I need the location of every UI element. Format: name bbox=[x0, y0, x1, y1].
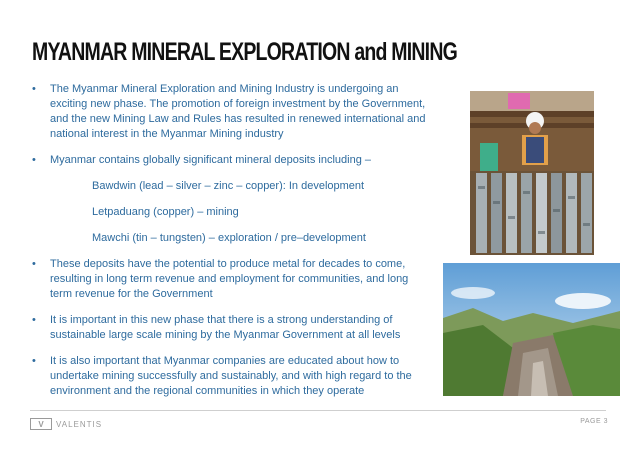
valentis-logo bbox=[30, 418, 102, 430]
logo-mark: V bbox=[30, 418, 52, 430]
bullet-item bbox=[32, 257, 432, 302]
bullet-dot: • bbox=[32, 314, 36, 326]
page-number: PAGE 3 bbox=[580, 418, 608, 425]
mine-valley-photo bbox=[443, 263, 620, 396]
bullet-dot: • bbox=[32, 355, 36, 367]
bullet-item bbox=[32, 313, 432, 343]
bullet-text: It is important in this new phase that there is a strong understanding of sustainable large scale mining by the Myanmar Government at all levels bbox=[50, 314, 401, 341]
bullet-text: The Myanmar Mineral Exploration and Mining Industry is undergoing an exciting new phase. The promotion of foreign investment by the Government, and the new Mining Law and Rules has resulted in renewed international and national interest in the Myanmar Mining industry bbox=[50, 83, 426, 140]
deposit-item-letpaduang: Letpaduang (copper) – mining bbox=[92, 206, 239, 218]
bullet-dot: • bbox=[32, 83, 36, 95]
deposit-item-bawdwin: Bawdwin (lead – silver – zinc – copper): In development bbox=[92, 180, 365, 192]
bullet-dot: • bbox=[32, 154, 36, 166]
bullet-item bbox=[32, 354, 432, 399]
deposit-item-mawchi: Mawchi (tin – tungsten) – exploration / pre–development bbox=[92, 232, 366, 244]
bullet-text: These deposits have the potential to produce metal for decades to come, resulting in long term revenue and employment for communities, and long term revenue for the Government bbox=[50, 258, 409, 300]
bullet-item bbox=[32, 153, 432, 168]
bullet-item bbox=[32, 82, 432, 142]
core-samples-illustration bbox=[470, 91, 594, 255]
bullet-dot: • bbox=[32, 258, 36, 270]
core-samples-photo bbox=[470, 91, 594, 255]
slide-title: MYANMAR MINERAL EXPLORATION and MINING bbox=[32, 38, 458, 66]
bullet-text: It is also important that Myanmar companies are educated about how to undertake mining successfully and sustainably, and with high regard to the environment and the regional communities in which they operate bbox=[50, 355, 412, 397]
slide-body bbox=[32, 82, 432, 410]
bullet-text: Myanmar contains globally significant mineral deposits including – bbox=[50, 154, 371, 166]
mine-valley-illustration bbox=[443, 263, 620, 396]
logo-text: VALENTIS bbox=[56, 419, 103, 429]
footer-divider bbox=[30, 410, 606, 411]
